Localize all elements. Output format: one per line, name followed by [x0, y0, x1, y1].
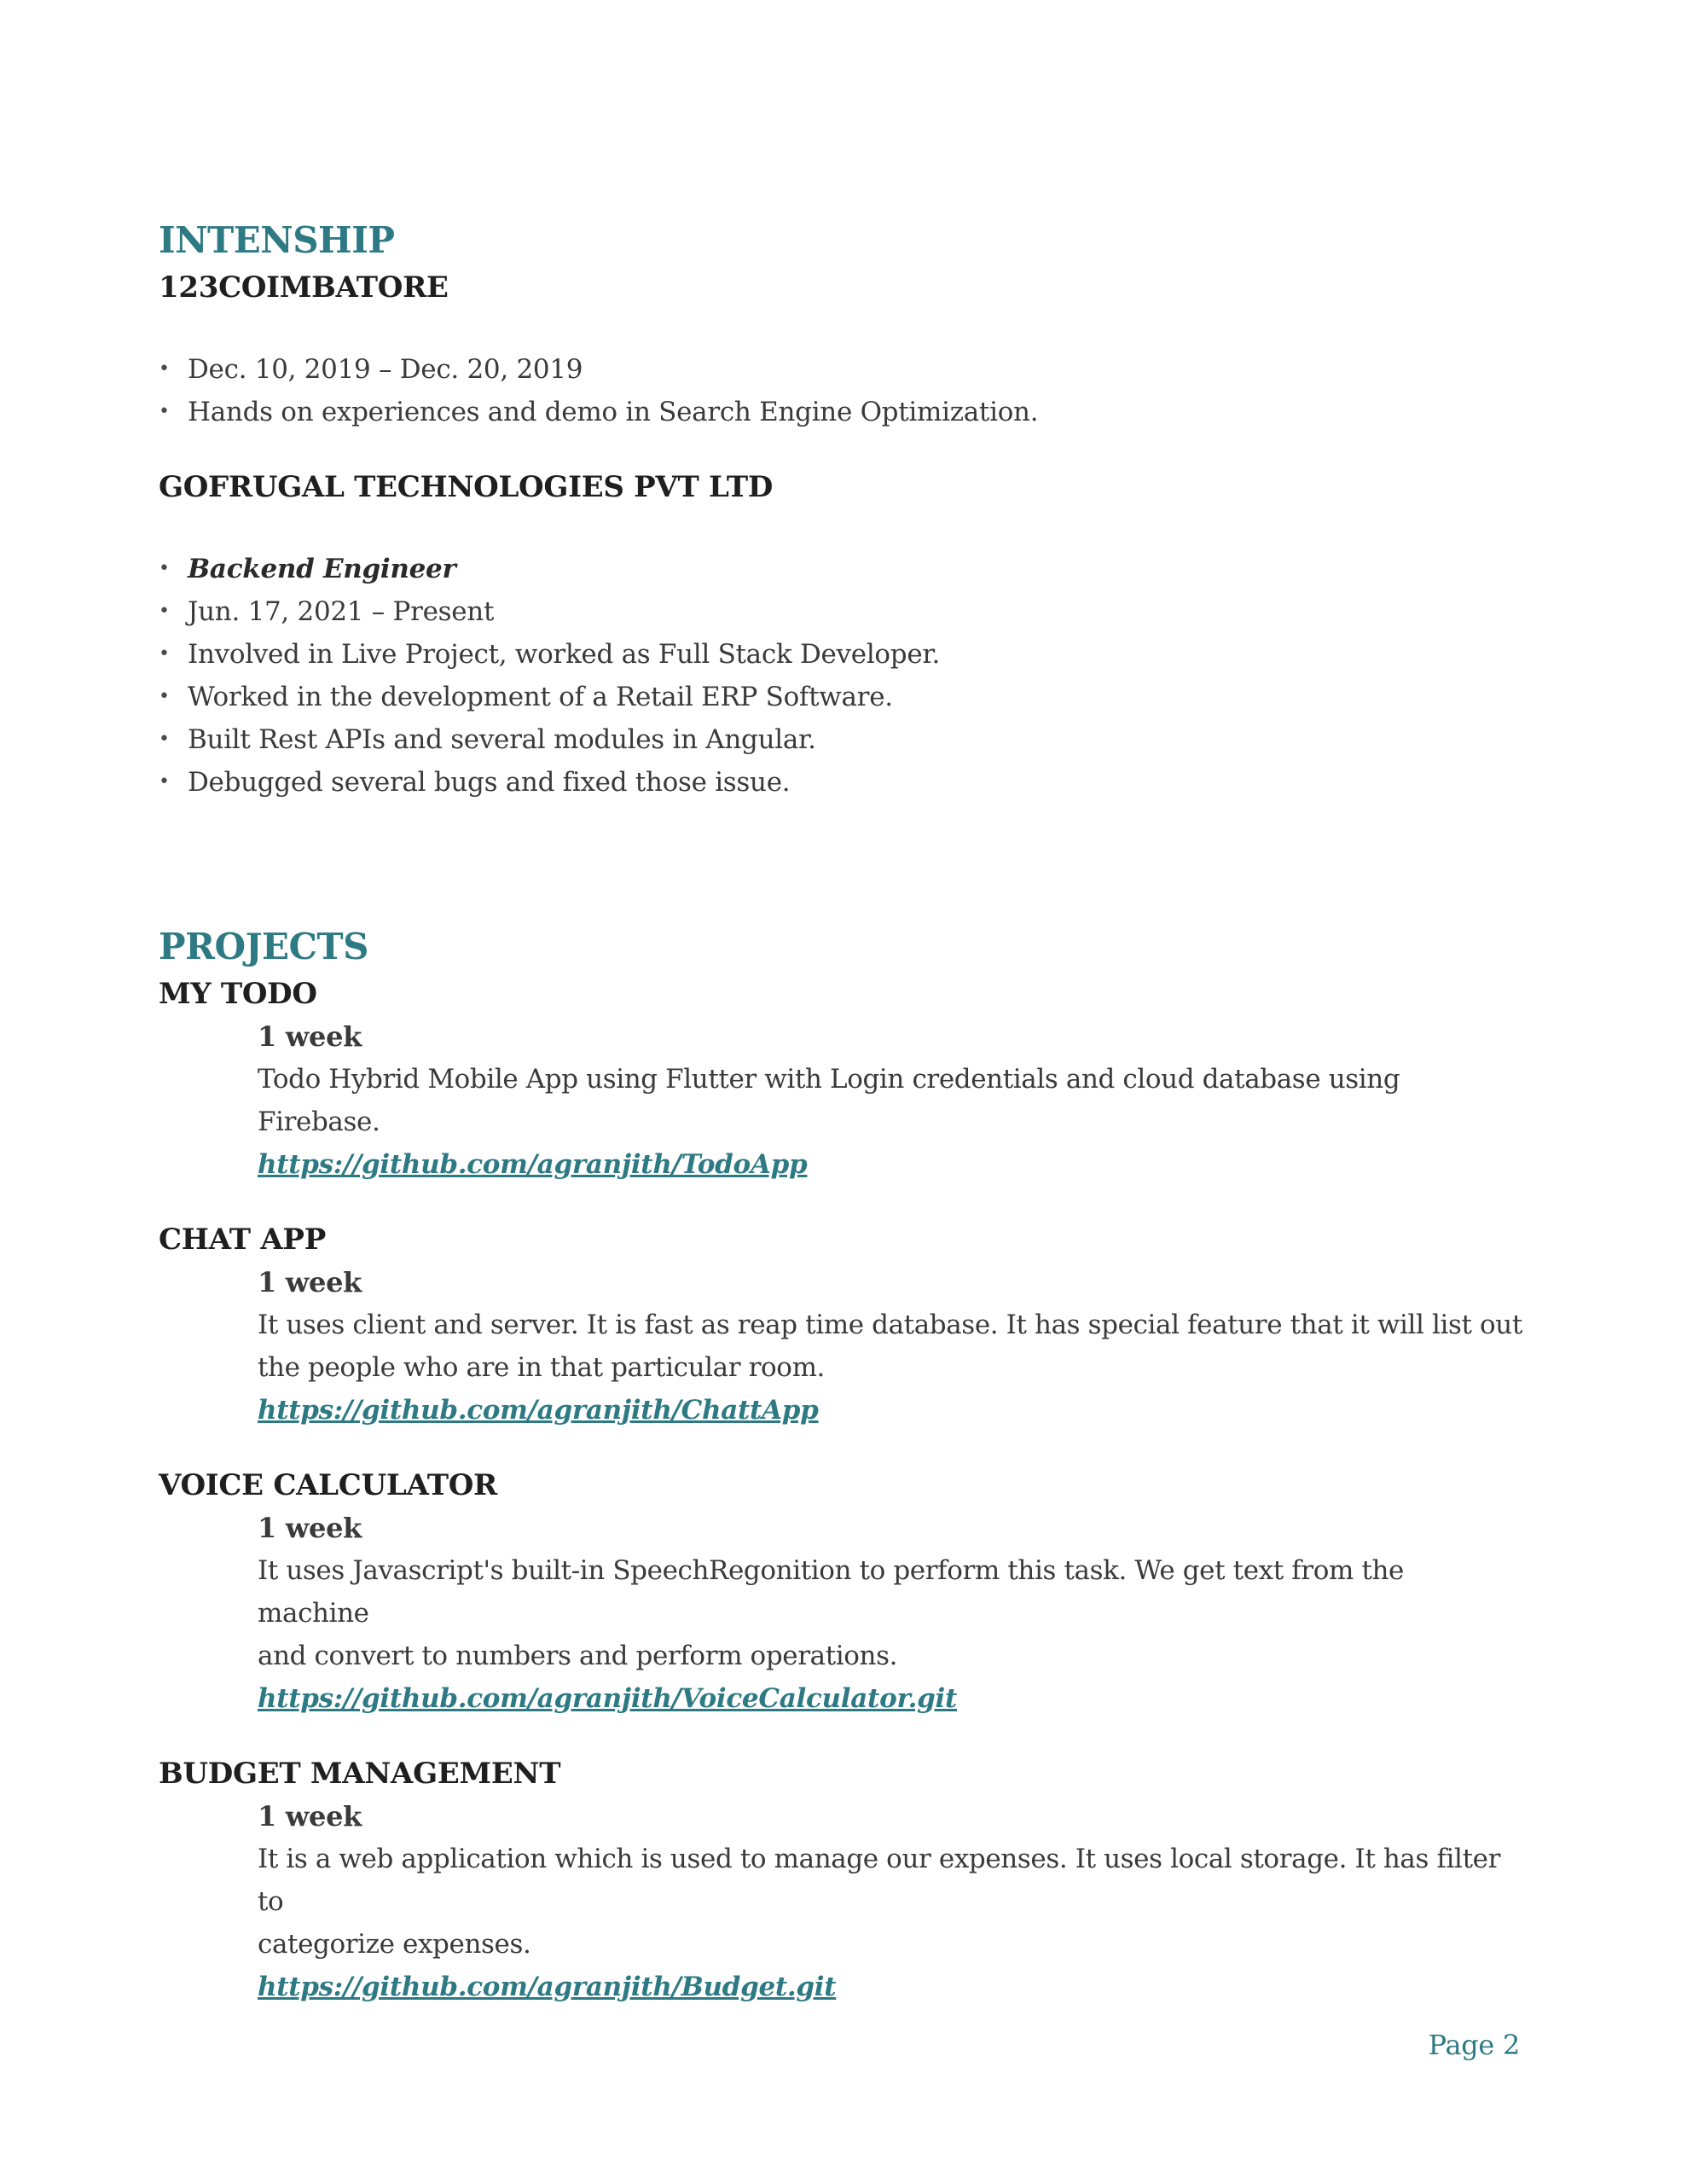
bullet-text: Debugged several bugs and fixed those issue. — [188, 767, 791, 798]
project-link[interactable]: https://github.com/agranjith/Budget.git — [258, 1972, 837, 2002]
list-item — [159, 590, 1523, 633]
project-name: BUDGET MANAGEMENT — [159, 1757, 561, 1791]
company-name: 123COIMBATORE — [159, 270, 449, 305]
bullet-text: Built Rest APIs and several modules in Angular. — [188, 724, 816, 755]
project-link[interactable]: https://github.com/agranjith/VoiceCalculator.git — [258, 1683, 957, 1714]
job-role: Backend Engineer — [188, 554, 456, 584]
page-number: Page 2 — [1428, 2029, 1520, 2061]
bullet-text: Involved in Live Project, worked as Full Stack Developer. — [188, 639, 941, 670]
projects-section — [159, 921, 1523, 2008]
project-duration: 1 week — [258, 1512, 362, 1544]
internship-section — [159, 215, 1523, 804]
project-duration: 1 week — [258, 1266, 362, 1298]
project-name: VOICE CALCULATOR — [159, 1468, 497, 1502]
project-description: It is a web application which is used to manage our expenses. It uses local storage. It has filter to — [258, 1844, 1500, 1917]
project-name: CHAT APP — [159, 1223, 326, 1257]
bullet-text: Hands on experiences and demo in Search Engine Optimization. — [188, 397, 1039, 427]
project-description: Todo Hybrid Mobile App using Flutter with Login credentials and cloud database using Firebase. — [258, 1064, 1400, 1137]
bullet-text: Dec. 10, 2019 – Dec. 20, 2019 — [188, 354, 583, 385]
project-link[interactable]: https://github.com/agranjith/ChattApp — [258, 1395, 819, 1426]
internship-entry — [159, 266, 1523, 433]
project-body — [159, 1507, 1523, 1720]
bullet-icon: • — [159, 771, 170, 793]
bullet-icon: • — [159, 643, 170, 665]
project-body — [159, 1261, 1523, 1432]
project-description: categorize expenses. — [258, 1929, 531, 1960]
project-description: It uses Javascript's built-in SpeechRegonition to perform this task. We get text from the machine — [258, 1555, 1405, 1629]
list-item — [159, 391, 1523, 433]
internship-entry — [159, 466, 1523, 804]
list-item — [159, 548, 1523, 590]
project-item — [159, 1752, 1523, 2008]
list-item — [159, 761, 1523, 804]
list-item — [159, 718, 1523, 761]
project-name: MY TODO — [159, 977, 317, 1011]
project-description: and convert to numbers and perform operations. — [258, 1641, 898, 1671]
internship-bullet-list — [159, 348, 1523, 433]
bullet-icon: • — [159, 558, 170, 579]
internship-section-title: INTENSHIP — [159, 219, 395, 261]
list-item — [159, 633, 1523, 676]
list-item — [159, 348, 1523, 391]
project-body — [159, 1795, 1523, 2008]
project-item — [159, 973, 1523, 1186]
list-item — [159, 676, 1523, 718]
project-body — [159, 1015, 1523, 1186]
bullet-icon: • — [159, 686, 170, 707]
page-content — [159, 215, 1523, 2008]
bullet-icon: • — [159, 601, 170, 622]
project-description: the people who are in that particular room. — [258, 1352, 826, 1383]
project-item — [159, 1218, 1523, 1432]
bullet-icon: • — [159, 401, 170, 422]
bullet-icon: • — [159, 358, 170, 380]
bullet-icon: • — [159, 729, 170, 750]
project-item — [159, 1464, 1523, 1720]
company-name: GOFRUGAL TECHNOLOGIES PVT LTD — [159, 470, 774, 504]
project-description: It uses client and server. It is fast as reap time database. It has special feature that it will list out — [258, 1310, 1522, 1340]
internship-bullet-list — [159, 548, 1523, 804]
projects-section-title: PROJECTS — [159, 926, 368, 967]
bullet-text: Worked in the development of a Retail ERP Software. — [188, 682, 893, 712]
project-duration: 1 week — [258, 1800, 362, 1833]
bullet-text: Jun. 17, 2021 – Present — [188, 596, 495, 627]
project-duration: 1 week — [258, 1020, 362, 1053]
project-link[interactable]: https://github.com/agranjith/TodoApp — [258, 1149, 808, 1180]
